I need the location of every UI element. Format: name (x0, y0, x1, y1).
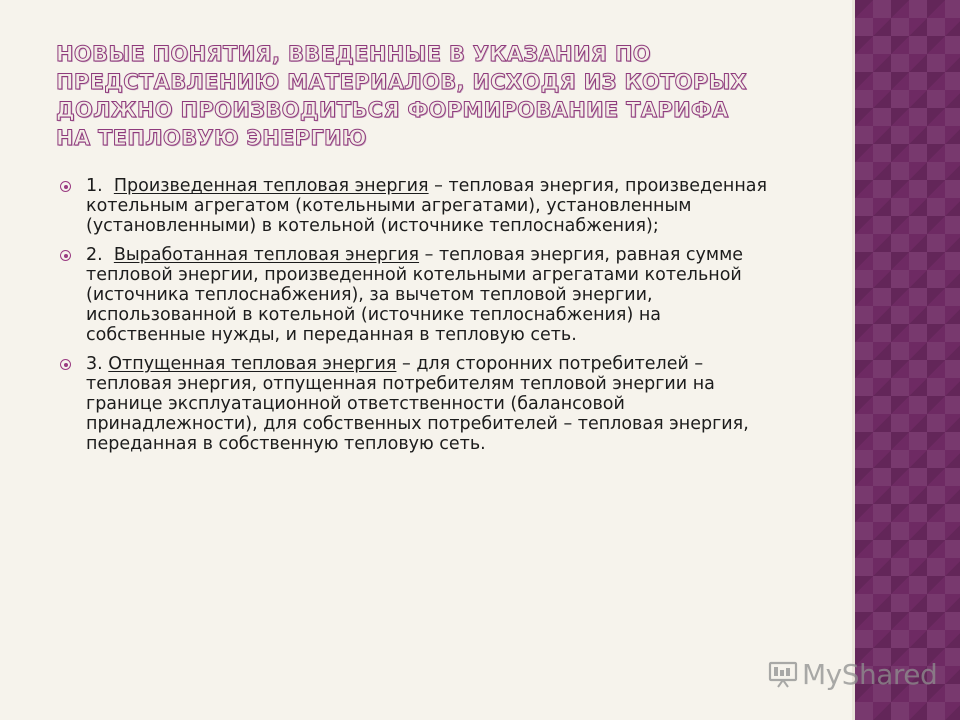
item-term: Произведенная тепловая энергия (113, 176, 429, 196)
decorative-side-panel (855, 0, 960, 720)
item-number: 2. (86, 245, 103, 265)
list-item (60, 245, 780, 345)
bullet-icon (60, 250, 71, 261)
list-item (60, 354, 780, 454)
slide-title: НОВЫЕ ПОНЯТИЯ, ВВЕДЕННЫЕ В УКАЗАНИЯ ПО ПРЕДСТАВЛЕНИЮ МАТЕРИАЛОВ, ИСХОДЯ ИЗ КОТОРЫХ ДОЛЖНО ПРОИЗВОДИТЬСЯ ФОРМИРОВАНИЕ ТАРИФА НА ТЕПЛОВУЮ ЭНЕРГИЮ (56, 42, 747, 150)
item-number: 3. (86, 354, 103, 374)
presentation-board-icon (768, 660, 798, 688)
watermark-text: MyShared (802, 657, 938, 691)
item-number: 1. (86, 176, 103, 196)
definition-list (60, 176, 780, 463)
item-text: – для сторонних потребителей – тепловая энергия, отпущенная потребителям тепловой энергии на границе эксплуатационной ответственности (балансовой принадлежности), для собственных потребителей – тепловая энергия, переданная в собственную тепловую сеть. (86, 354, 749, 454)
item-term: Отпущенная тепловая энергия (108, 354, 397, 374)
myshared-watermark (768, 654, 937, 694)
list-item (60, 176, 780, 236)
item-text: – тепловая энергия, произведенная котельным агрегатом (котельными агрегатами), установленным (установленными) в котельной (источнике теплоснабжения); (86, 176, 768, 236)
bullet-icon (60, 181, 71, 192)
item-term: Выработанная тепловая энергия (113, 245, 420, 265)
item-text: – тепловая энергия, равная сумме тепловой энергии, произведенной котельными агрегатами котельной (источника теплоснабжения), за вычетом тепловой энергии, использованной в котельной (источнике теплоснабжения) на собственные нужды, и переданная в тепловую сеть. (86, 245, 744, 345)
bullet-icon (60, 359, 71, 370)
